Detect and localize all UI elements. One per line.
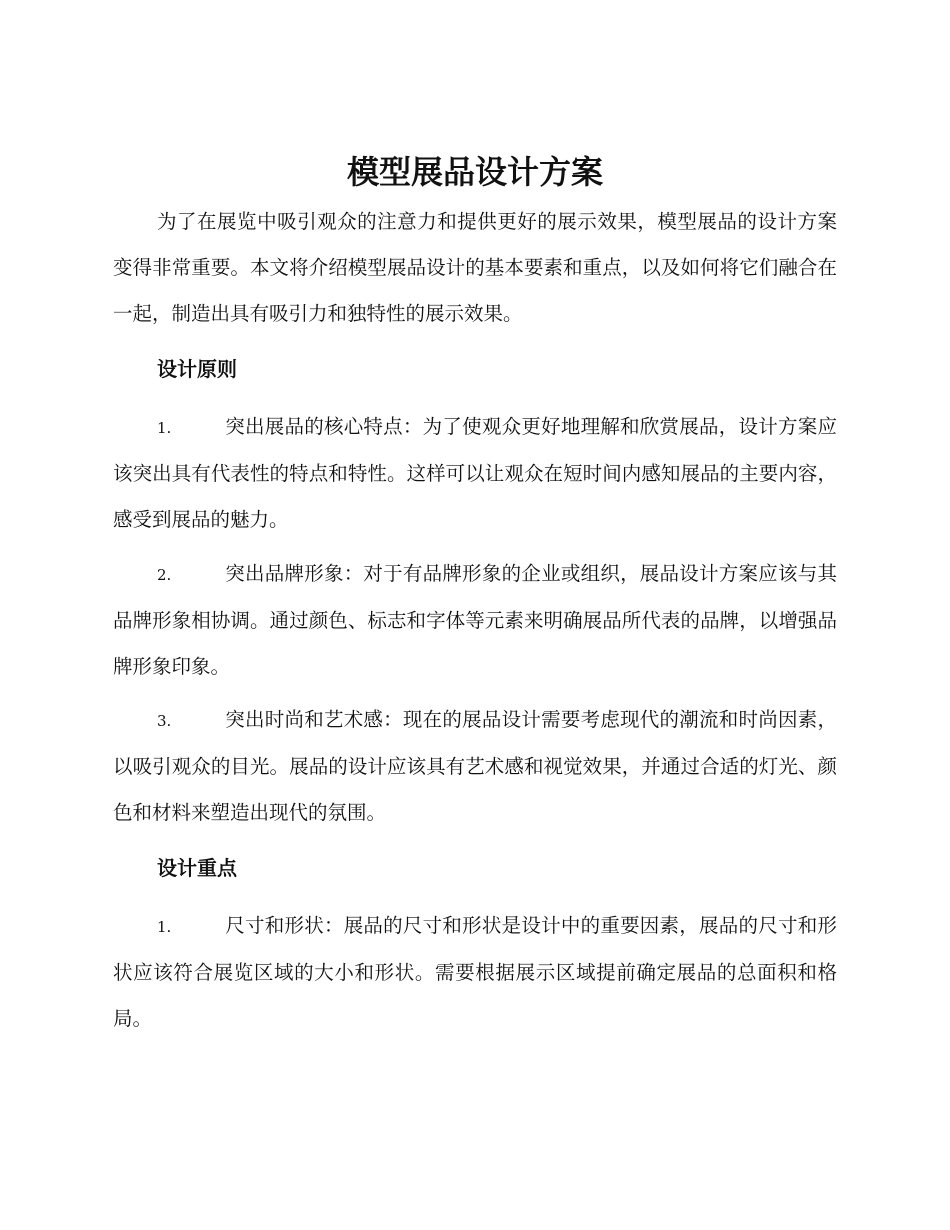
list-item-text: 突出品牌形象：对于有品牌形象的企业或组织，展品设计方案应该与其品牌形象相协调。通过颜色、标志和字体等元素来明确展品所代表的品牌，以增强品牌形象印象。 (113, 562, 837, 678)
list-item-text: 突出展品的核心特点：为了使观众更好地理解和欣赏展品，设计方案应该突出具有代表性的特点和特性。这样可以让观众在短时间内感知展品的主要内容，感受到展品的魅力。 (113, 415, 837, 531)
section-heading-design-focus: 设计重点 (157, 856, 237, 880)
list-item-number: 1. (157, 419, 172, 437)
list-item (113, 903, 837, 1042)
list-item-number: 2. (157, 566, 172, 584)
list-item (113, 551, 837, 690)
section-heading-design-principles: 设计原则 (157, 357, 237, 381)
list-item (113, 697, 837, 836)
list-item-text: 突出时尚和艺术感：现在的展品设计需要考虑现代的潮流和时尚因素，以吸引观众的目光。展品的设计应该具有艺术感和视觉效果，并通过合适的灯光、颜色和材料来塑造出现代的氛围。 (113, 708, 837, 824)
intro-paragraph: 为了在展览中吸引观众的注意力和提供更好的展示效果，模型展品的设计方案变得非常重要。本文将介绍模型展品设计的基本要素和重点，以及如何将它们融合在一起，制造出具有吸引力和独特性的展示效果。 (113, 210, 837, 325)
list-item-number: 1. (157, 918, 172, 936)
document-title: 模型展品设计方案 (346, 153, 603, 191)
list-item (113, 404, 837, 543)
list-item-number: 3. (157, 712, 172, 730)
list-item-text: 尺寸和形状：展品的尺寸和形状是设计中的重要因素，展品的尺寸和形状应该符合展览区域的大小和形状。需要根据展示区域提前确定展品的总面积和格局。 (113, 914, 837, 1030)
